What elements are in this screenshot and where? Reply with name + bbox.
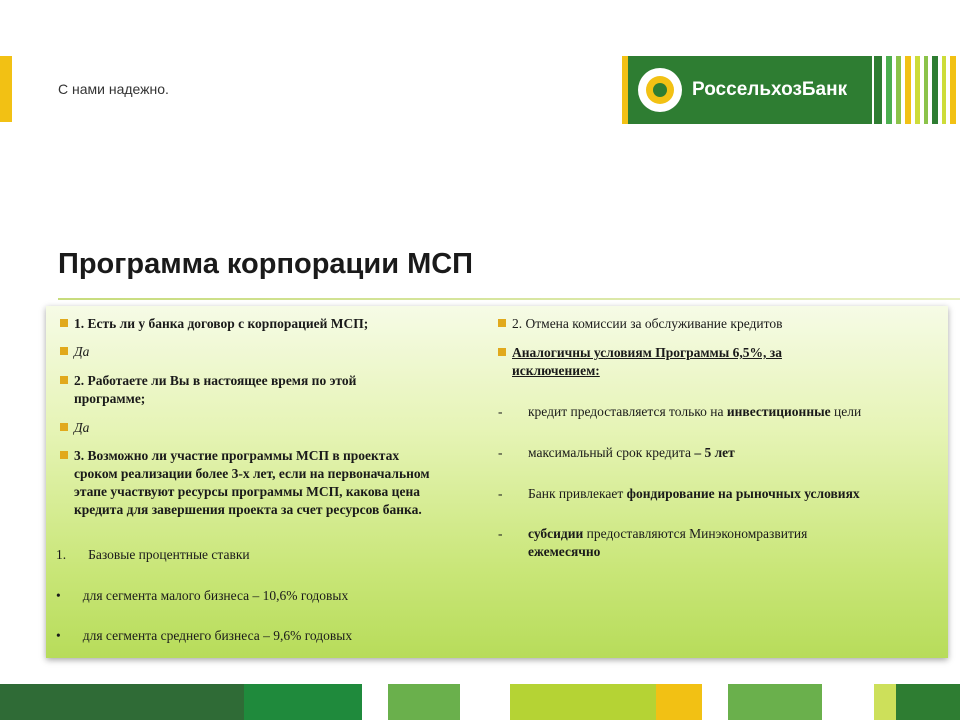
logo-stripe bbox=[932, 56, 938, 124]
content-panel bbox=[46, 306, 948, 658]
band-segment bbox=[896, 684, 960, 720]
question-3: 3. Возможно ли участие программы МСП в проектах сроком реализации более 3-х лет, если на первоначальном этапе участвуют ресурсы программы МСП, какова цена кредита для завершения проекта за счет ресурсов банка. bbox=[60, 447, 430, 519]
square-bullet-icon bbox=[498, 319, 506, 327]
rate-small-business: • для сегмента малого бизнеса – 10,6% годовых bbox=[56, 588, 349, 603]
logo-stripe bbox=[886, 56, 892, 124]
logo-text: РоссельхозБанк bbox=[692, 79, 848, 100]
rate-medium-business: • для сегмента среднего бизнеса – 9,6% годовых bbox=[56, 628, 353, 643]
question-1: 1. Есть ли у банка договор с корпорацией МСП; bbox=[60, 315, 368, 333]
band-segment bbox=[510, 684, 656, 720]
square-bullet-icon bbox=[60, 451, 68, 459]
question-2: 2. Работаете ли Вы в настоящее время по этой программе; bbox=[60, 372, 356, 408]
tagline: С нами надежно. bbox=[58, 81, 169, 97]
square-bullet-icon bbox=[498, 348, 506, 356]
wheat-key-emblem-icon bbox=[638, 68, 682, 112]
title-divider bbox=[58, 298, 960, 300]
band-segment bbox=[874, 684, 896, 720]
condition-funding: - Банк привлекает фондирование на рыночных условиях bbox=[498, 486, 860, 501]
answer-1: Да bbox=[60, 343, 89, 361]
conditions-header: Аналогичны условиям Программы 6,5%, за исключением: bbox=[498, 344, 782, 380]
numbered-item: 1. Базовые процентные ставки bbox=[56, 547, 250, 562]
logo-plate bbox=[622, 56, 872, 124]
left-column bbox=[56, 306, 506, 658]
dot-bullet-icon: • bbox=[56, 628, 61, 643]
left-accent-bar bbox=[0, 56, 12, 122]
band-segment bbox=[0, 684, 244, 720]
condition-investment: - кредит предоставляется только на инвестиционные цели bbox=[498, 404, 862, 419]
band-segment bbox=[388, 684, 460, 720]
commission-cancel: 2. Отмена комиссии за обслуживание кредитов bbox=[498, 315, 782, 333]
square-bullet-icon bbox=[60, 347, 68, 355]
page-title: Программа корпорации МСП bbox=[58, 248, 474, 280]
logo-stripe bbox=[896, 56, 901, 124]
answer-2: Да bbox=[60, 419, 89, 437]
band-segment bbox=[728, 684, 822, 720]
logo-stripe bbox=[924, 56, 928, 124]
square-bullet-icon bbox=[60, 319, 68, 327]
square-bullet-icon bbox=[60, 376, 68, 384]
dot-bullet-icon: • bbox=[56, 588, 61, 603]
band-segment bbox=[244, 684, 362, 720]
logo-stripe bbox=[905, 56, 911, 124]
logo-stripe bbox=[950, 56, 956, 124]
logo-stripe bbox=[915, 56, 920, 124]
logo-stripe bbox=[874, 56, 882, 124]
logo-stripe bbox=[942, 56, 946, 124]
footer-color-band bbox=[0, 684, 960, 720]
condition-term: - максимальный срок кредита – 5 лет bbox=[498, 445, 735, 460]
band-segment bbox=[656, 684, 702, 720]
square-bullet-icon bbox=[60, 423, 68, 431]
right-column bbox=[498, 306, 943, 658]
condition-subsidies: - субсидии предоставляются Минэкономразвития ежемесячно bbox=[498, 526, 808, 559]
bank-logo bbox=[622, 56, 960, 124]
